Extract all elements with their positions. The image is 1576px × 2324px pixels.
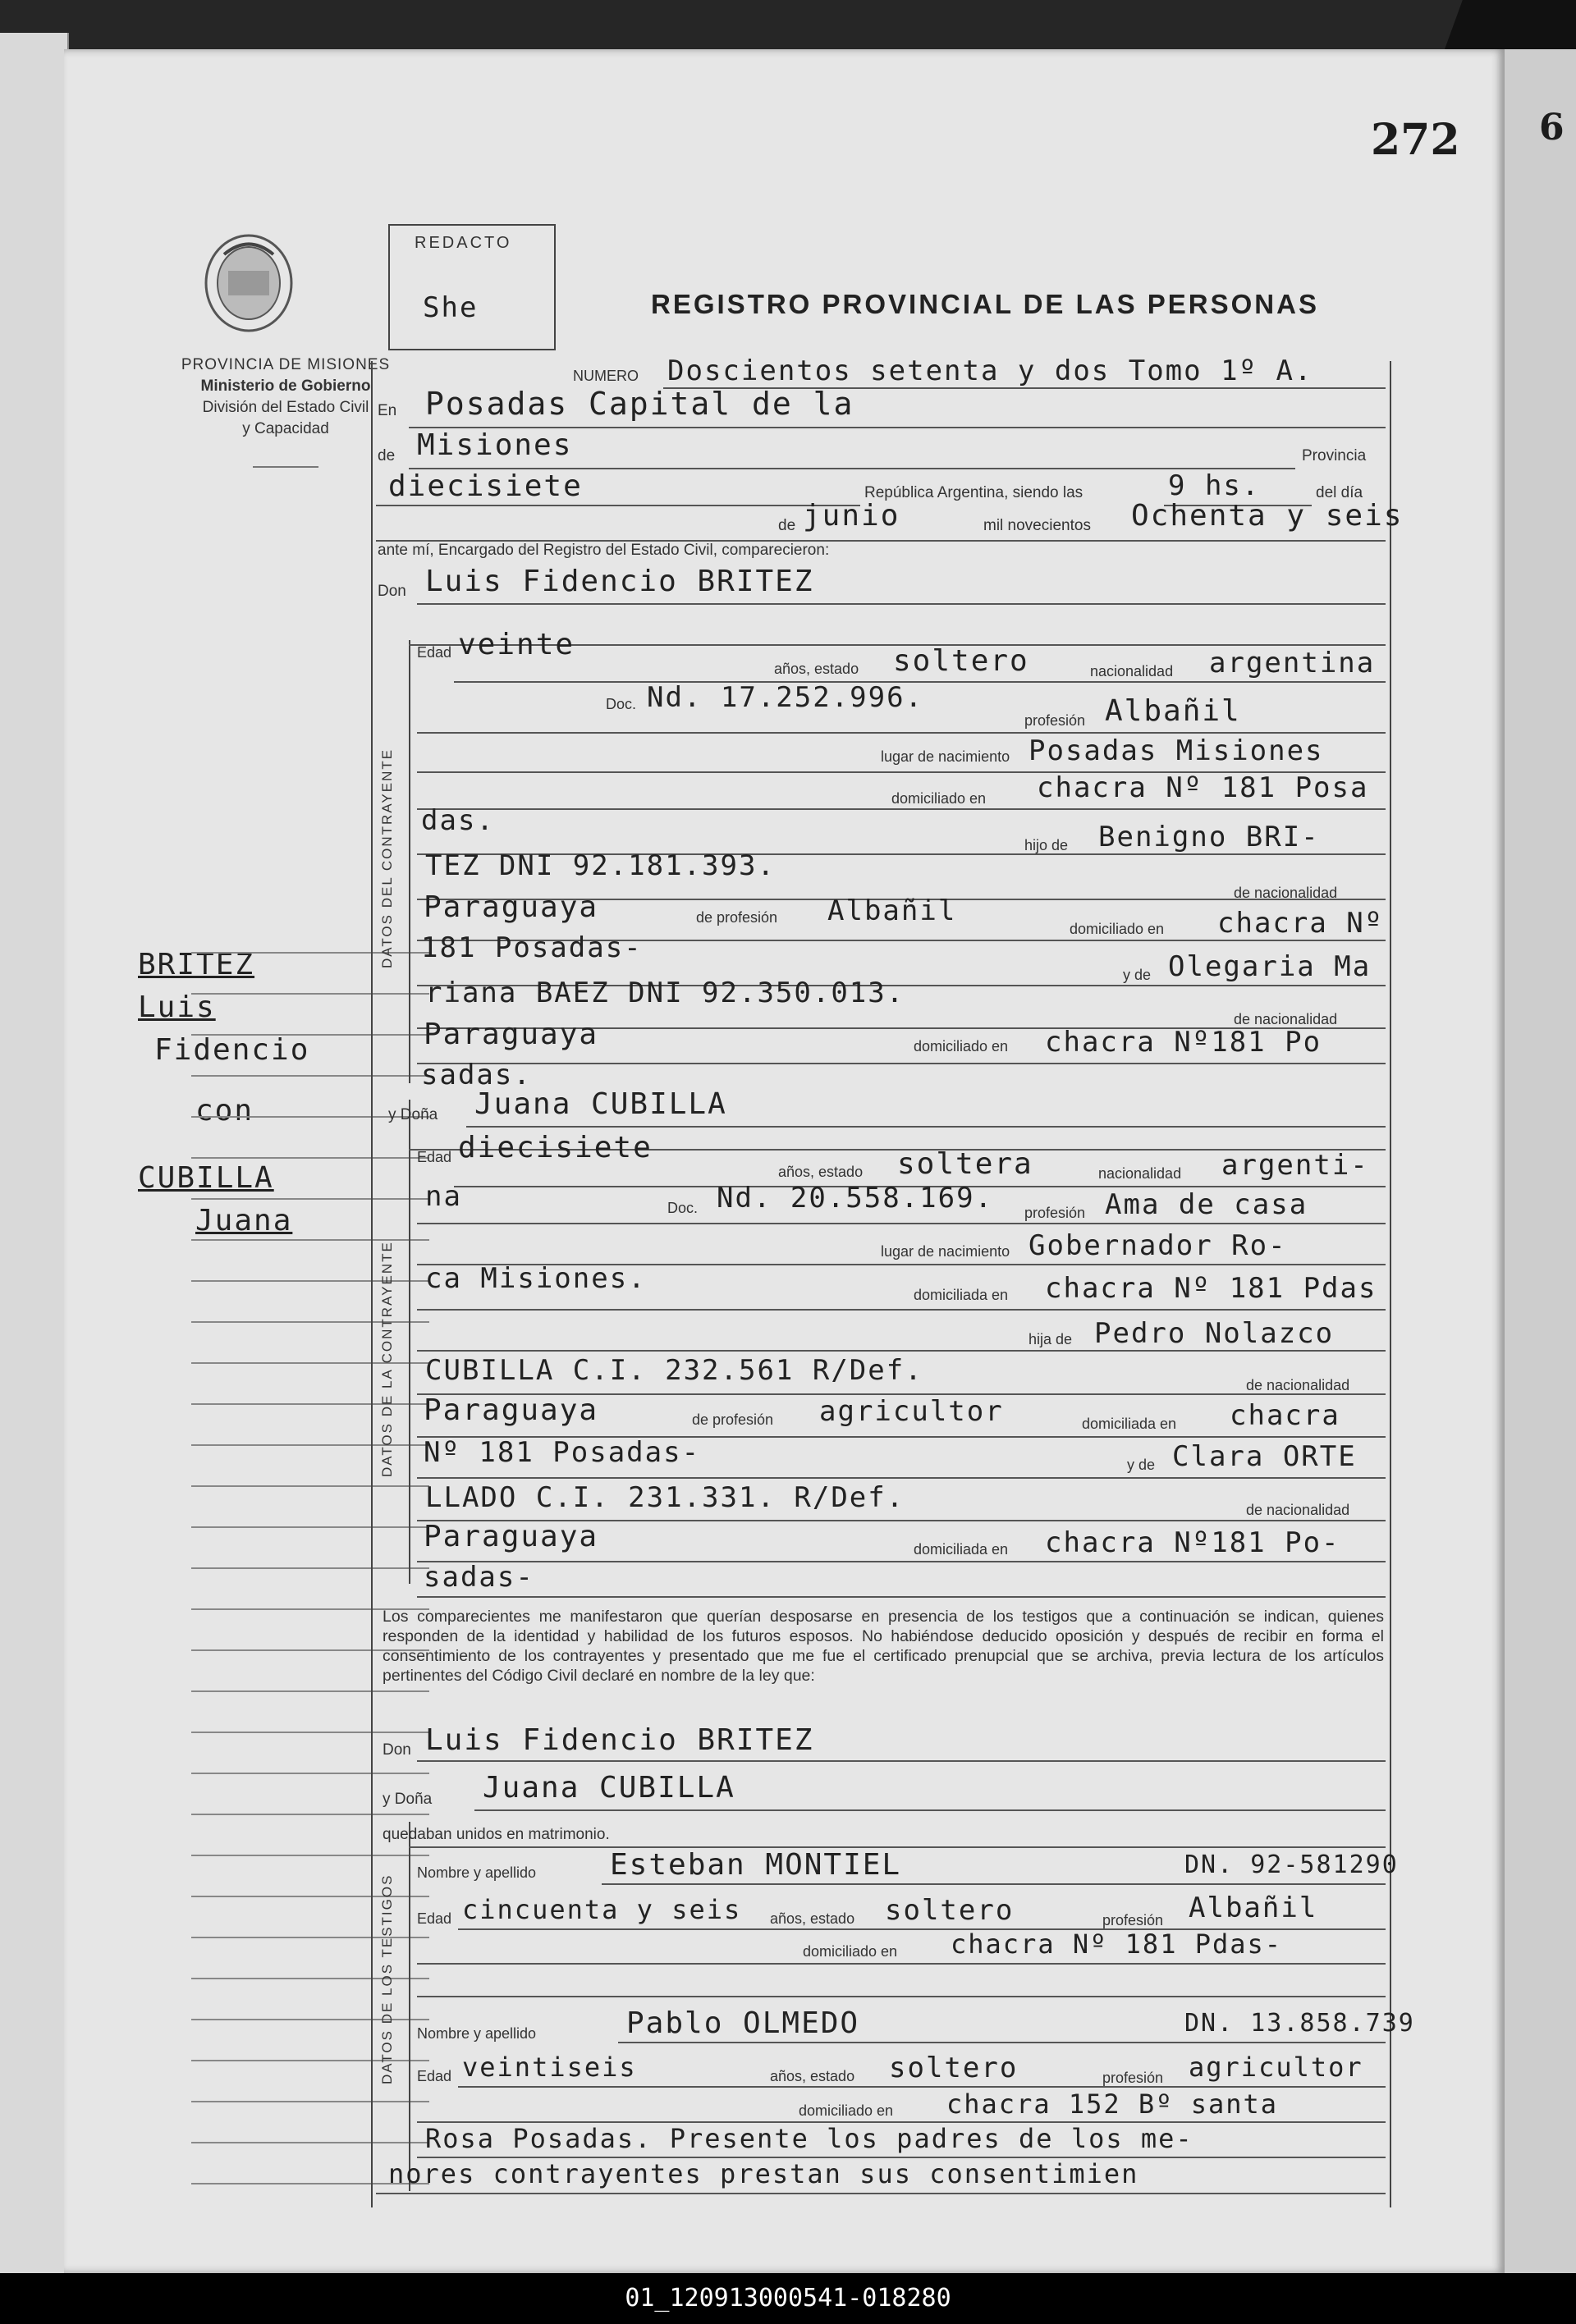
entry-c1-padre-b: TEZ DNI 92.181.393. <box>425 849 776 882</box>
label-c1-madre-dom: domiciliado en <box>914 1038 1009 1054</box>
image-footer <box>0 2273 1576 2324</box>
entry-t2-dni: DN. 13.858.739 <box>1184 2009 1415 2038</box>
entry-c1-padre-a: Benigno BRI- <box>1098 821 1320 853</box>
margin-name-2: Juana <box>195 1204 293 1237</box>
entry-t2-estado: soltero <box>889 2052 1019 2084</box>
label-t2-domicilio: domiciliado en <box>799 2102 894 2119</box>
entry-c2-nacionalidad-a: argenti- <box>1221 1149 1369 1182</box>
label-c1-padre-prof: de profesión <box>696 909 778 926</box>
label-c1-doc: Doc. <box>606 696 637 712</box>
header-rule <box>253 466 318 468</box>
label-quedaban: quedaban unidos en matrimonio. <box>383 1826 610 1843</box>
entry-don: Luis Fidencio BRITEZ <box>425 565 814 598</box>
entry-t1-domicilio: chacra Nº 181 Pdas- <box>951 1928 1283 1960</box>
label-y-dona: y Doña <box>388 1106 438 1123</box>
entry-c2-nacionalidad-b: na <box>425 1180 462 1213</box>
label-c2-madre-nac: de nacionalidad <box>1246 1502 1350 1518</box>
entry-c2-madre-nac: Paraguaya <box>424 1520 599 1553</box>
label-c2-madre-dom: domiciliada en <box>914 1541 1009 1558</box>
label-c1-padre-nac: de nacionalidad <box>1234 885 1338 901</box>
entry-c2-madre-dom-a: chacra Nº181 Po- <box>1045 1526 1340 1559</box>
entry-decl-don: Luis Fidencio BRITEZ <box>425 1723 814 1757</box>
label-provincia: Provincia <box>1302 447 1367 464</box>
provincial-seal-icon <box>199 230 298 336</box>
label-t1-nombre: Nombre y apellido <box>417 1864 537 1881</box>
label-c1-hijo-de: hijo de <box>1024 837 1069 853</box>
label-de: de <box>378 447 396 464</box>
redacto-value: She <box>423 291 479 324</box>
label-t1-edad: Edad <box>417 1910 452 1927</box>
label-c2-lugar: lugar de nacimiento <box>881 1243 1010 1260</box>
entry-c1-padre-dom-a: chacra Nº <box>1217 907 1384 940</box>
entry-c1-nacionalidad: argentina <box>1209 647 1376 679</box>
label-t1-profesion: profesión <box>1102 1912 1164 1928</box>
label-t2-estado: años, estado <box>770 2068 855 2084</box>
label-c2-padre-nac: de nacionalidad <box>1246 1377 1350 1393</box>
label-ante-mi: ante mí, Encargado del Registro del Estado Civil, comparecieron: <box>378 542 830 559</box>
label-c2-edad: Edad <box>417 1149 452 1165</box>
entry-c1-estado: soltero <box>893 644 1029 678</box>
entry-anio: Ochenta y seis <box>1131 499 1404 533</box>
entry-c2-padre-nac: Paraguaya <box>424 1393 599 1427</box>
page-number: 272 <box>1371 115 1460 165</box>
entry-final-a: Rosa Posadas. Presente los padres de los me- <box>425 2123 1193 2154</box>
label-mil-novecientos: mil novecientos <box>983 517 1091 534</box>
legal-declaration: Los comparecientes me manifestaron que querían desposarse en presencia de los testigos que a continuación se indican, quienes responden de la identidad y habilidad de los futuros esposos. No habiéndose deducido oposición y después de recibir en forma el consentimiento de los contrayentes y presentado que me fue el certificado prenupcial que se archiva, previa lectura de los artículos pertinentes del Código Civil declaré en nombre de la ley que: <box>383 1608 1384 1685</box>
entry-mes: junio <box>803 499 900 533</box>
entry-c2-madre-dom-b: sadas- <box>424 1561 534 1594</box>
label-c2-doc: Doc. <box>667 1200 699 1216</box>
entry-t1-dni: DN. 92-581290 <box>1184 1851 1399 1879</box>
entry-c1-doc: Nd. 17.252.996. <box>647 681 924 714</box>
document-title: REGISTRO PROVINCIAL DE LAS PERSONAS <box>651 289 1319 319</box>
entry-c2-edad: diecisiete <box>458 1131 653 1164</box>
entry-c2-padre-b: CUBILLA C.I. 232.561 R/Def. <box>425 1354 923 1387</box>
entry-c1-domicilio-b: das. <box>421 804 495 837</box>
entry-c1-madre-b: riana BAEZ DNI 92.350.013. <box>425 977 905 1009</box>
entry-c1-madre-nac: Paraguaya <box>424 1018 599 1051</box>
entry-c1-madre-dom-a: chacra Nº181 Po <box>1045 1026 1322 1059</box>
entry-t1-estado: soltero <box>885 1894 1015 1927</box>
entry-final-b: nores contrayentes prestan sus consentimien <box>388 2158 1139 2189</box>
label-c1-lugar: lugar de nacimiento <box>881 748 1010 765</box>
redacto-box <box>388 224 556 350</box>
label-de-2: de <box>778 517 796 534</box>
entry-c2-domicilio: chacra Nº 181 Pdas <box>1045 1272 1377 1305</box>
label-datos-contrayente-2: DATOS DE LA CONTRAYENTE <box>379 1241 395 1477</box>
form-right-border <box>1390 361 1391 2207</box>
ministry-name: Ministerio de Gobierno <box>200 377 371 395</box>
edge-number: 6 <box>1539 107 1565 149</box>
entry-decl-dona: Juana CUBILLA <box>483 1771 735 1805</box>
label-c2-estado: años, estado <box>778 1164 864 1180</box>
label-en: En <box>378 402 397 419</box>
label-c2-nacionalidad: nacionalidad <box>1098 1165 1182 1182</box>
entry-t2-domicilio: chacra 152 Bº santa <box>946 2088 1279 2120</box>
label-c2-padre-dom: domiciliada en <box>1082 1416 1177 1432</box>
entry-hora: 9 hs. <box>1168 469 1261 502</box>
next-page-edge <box>1505 49 1576 2273</box>
contrayente-2-bracket <box>409 1100 410 1584</box>
entry-provincia: Misiones <box>417 428 573 462</box>
label-c1-padre-dom: domiciliado en <box>1070 921 1165 937</box>
margin-surname-2: CUBILLA <box>138 1161 274 1195</box>
entry-dona: Juana CUBILLA <box>474 1087 727 1121</box>
entry-c1-lugar: Posadas Misiones <box>1029 734 1324 767</box>
label-don: Don <box>378 583 406 600</box>
entry-t2-nombre: Pablo OLMEDO <box>626 2006 860 2040</box>
entry-c2-doc: Nd. 20.558.169. <box>717 1182 994 1215</box>
footer-code: 01_120913000541-018280 <box>625 2284 951 2313</box>
entry-c2-padre-dom-b: Nº 181 Posadas- <box>424 1436 701 1469</box>
label-decl-dona: y Doña <box>383 1791 433 1808</box>
label-datos-testigos: DATOS DE LOS TESTIGOS <box>379 1873 395 2084</box>
contrayente-1-bracket <box>409 640 410 1083</box>
label-t2-edad: Edad <box>417 2068 452 2084</box>
entry-c1-padre-dom-b: 181 Posadas- <box>421 931 643 964</box>
entry-t2-profesion: agricultor <box>1189 2052 1363 2083</box>
division-name-2: y Capacidad <box>242 420 329 437</box>
redacto-label: REDACTO <box>415 234 512 252</box>
entry-c2-padre-prof: agricultor <box>819 1395 1004 1428</box>
entry-numero: Doscientos setenta y dos Tomo 1º A. <box>667 355 1313 387</box>
label-datos-contrayente: DATOS DEL CONTRAYENTE <box>379 748 395 968</box>
entry-c2-padre-a: Pedro Nolazco <box>1094 1317 1335 1350</box>
previous-page-edge <box>0 33 69 2273</box>
label-c2-domicilio: domiciliada en <box>914 1287 1009 1303</box>
entry-c1-domicilio-a: chacra Nº 181 Posa <box>1037 771 1369 804</box>
label-c1-estado: años, estado <box>774 661 859 677</box>
label-t1-domicilio: domiciliado en <box>803 1943 898 1960</box>
entry-t1-profesion: Albañil <box>1189 1892 1318 1924</box>
entry-c2-profesion: Ama de casa <box>1105 1188 1308 1221</box>
label-c2-profesion: profesión <box>1024 1205 1086 1221</box>
entry-c2-estado: soltera <box>897 1147 1033 1181</box>
label-t2-profesion: profesión <box>1102 2070 1164 2086</box>
label-del-dia: del día <box>1316 484 1363 501</box>
entry-c1-madre-dom-b: sadas. <box>421 1059 532 1091</box>
register-page <box>64 49 1505 2273</box>
testigos-bracket <box>409 1822 410 2191</box>
label-c1-y-de: y de <box>1123 967 1152 983</box>
label-republica: República Argentina, siendo las <box>864 484 1084 501</box>
entry-c1-profesion: Albañil <box>1105 694 1241 728</box>
entry-c2-lugar-b: ca Misiones. <box>425 1262 647 1295</box>
division-name: División del Estado Civil <box>202 399 369 416</box>
margin-name-1: Luis <box>138 990 216 1024</box>
label-decl-don: Don <box>383 1741 411 1759</box>
margin-surname-1: BRITEZ <box>138 948 255 981</box>
province-name: PROVINCIA DE MISIONES <box>181 356 391 373</box>
label-c1-edad: Edad <box>417 644 452 661</box>
label-c2-padre-prof: de profesión <box>692 1411 774 1428</box>
entry-c1-madre-a: Olegaria Ma <box>1168 950 1372 983</box>
entry-c2-lugar-a: Gobernador Ro- <box>1029 1229 1287 1262</box>
label-t2-nombre: Nombre y apellido <box>417 2025 537 2042</box>
entry-c1-padre-nac: Paraguaya <box>424 890 599 924</box>
label-c2-y-de: y de <box>1127 1457 1156 1473</box>
entry-t2-edad: veintiseis <box>462 2052 637 2083</box>
entry-t1-nombre: Esteban MONTIEL <box>610 1848 902 1882</box>
entry-en: Posadas Capital de la <box>425 386 854 422</box>
entry-t1-edad: cincuenta y seis <box>462 1894 742 1925</box>
entry-c2-madre-a: Clara ORTE <box>1172 1440 1357 1473</box>
margin-name-1b: Fidencio <box>154 1033 310 1067</box>
label-c1-nacionalidad: nacionalidad <box>1090 663 1174 679</box>
left-header <box>134 355 438 440</box>
form-left-border <box>371 361 373 2207</box>
label-numero: NUMERO <box>573 368 639 384</box>
label-c1-madre-nac: de nacionalidad <box>1234 1011 1338 1027</box>
label-t1-estado: años, estado <box>770 1910 855 1927</box>
label-c1-domicilio: domiciliado en <box>891 790 987 807</box>
entry-c1-edad: veinte <box>458 628 575 661</box>
entry-c2-madre-b: LLADO C.I. 231.331. R/Def. <box>425 1481 905 1514</box>
label-c1-profesion: profesión <box>1024 712 1086 729</box>
entry-c1-padre-prof: Albañil <box>827 894 957 927</box>
margin-con: con <box>195 1094 254 1128</box>
label-c2-hija-de: hija de <box>1029 1331 1073 1347</box>
entry-dia: diecisiete <box>388 469 583 503</box>
entry-c2-padre-dom-a: chacra <box>1230 1399 1340 1432</box>
